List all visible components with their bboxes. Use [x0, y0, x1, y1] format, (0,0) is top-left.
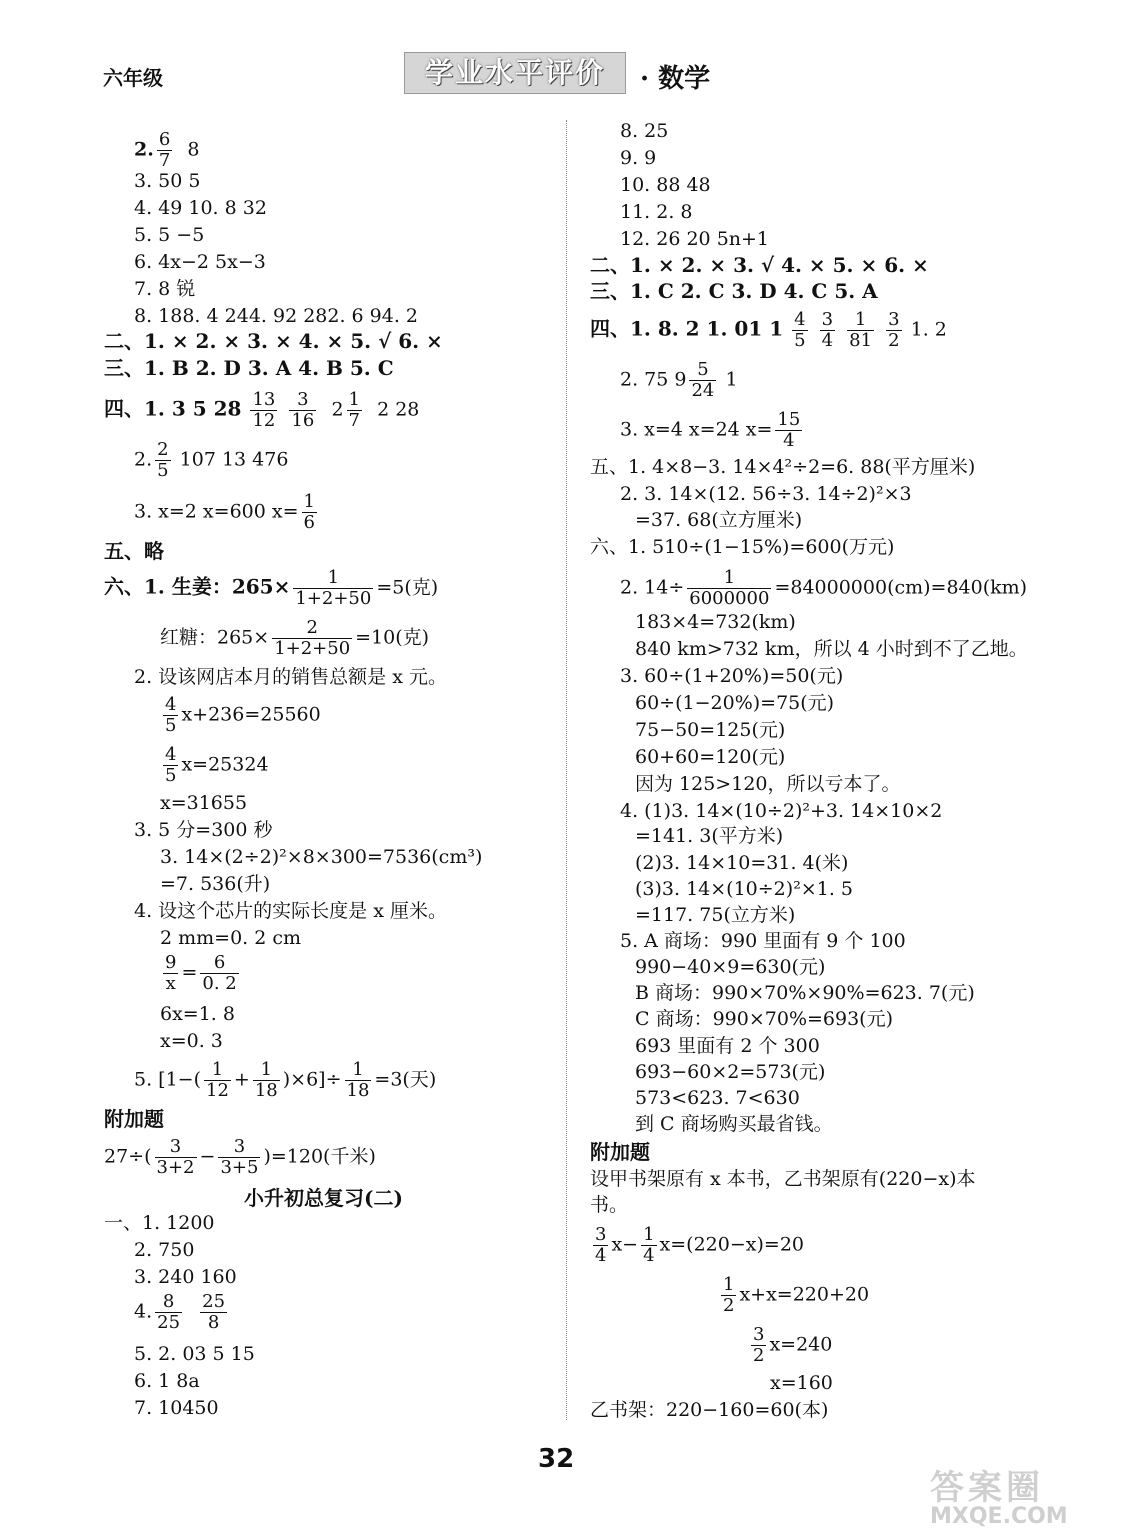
section-5-line: 2. 3. 14×(12. 56÷3. 14÷2)²×3 [620, 483, 912, 505]
answer-line: 12. 26 20 5n+1 [620, 228, 770, 250]
section-6-line: 840 km>732 km，所以 4 小时到不了乙地。 [635, 638, 1028, 660]
section-6-line: 990−40×9=630(元) [635, 956, 826, 978]
grade-label: 六年级 [103, 66, 163, 90]
section-5-line: =37. 68(立方厘米) [635, 509, 803, 531]
section-6-line: 693−60×2=573(元) [635, 1061, 826, 1083]
section-4-line-3: 3. x=2 x=600 x= $\frac{1}{6}$ [134, 491, 315, 533]
subject-label: · 数学 [640, 64, 711, 94]
answer-line: 3. 50 5 [134, 170, 201, 192]
answer-line: 7. 8 锐 [134, 278, 196, 300]
section-4-line-1: 四、1. 3 5 28 $\frac{13}{12}$ $\frac{3}{16}$ 2 $\frac{1}{7}$ 2 28 [104, 389, 420, 431]
section-6-line: 60÷(1−20%)=75(元) [635, 692, 835, 714]
answer-line: 5. 5 −5 [134, 224, 205, 246]
section-6-line: 693 里面有 2 个 300 [635, 1035, 820, 1057]
section-6-line: 5. A 商场：990 里面有 9 个 100 [620, 930, 906, 952]
review-line: 6. 1 8a [134, 1370, 200, 1392]
section-6-line: 因为 125>120，所以亏本了。 [635, 773, 901, 795]
section-6-line: 6x=1. 8 [160, 1003, 235, 1025]
section-6-line: C 商场：990×70%=693(元) [635, 1008, 894, 1030]
section-6-line: 六、1. 510÷(1−15%)=600(万元) [590, 536, 895, 558]
section-6-line: x=31655 [160, 792, 248, 814]
extra-question-line: x=160 [770, 1372, 833, 1394]
section-6-line: 3. 60÷(1+20%)=50(元) [620, 665, 844, 687]
extra-question-line: 书。 [590, 1194, 629, 1216]
section-6-line: $\frac{4}{5}$ x+236=25560 [165, 694, 321, 736]
section-6-line: 4. 设这个芯片的实际长度是 x 厘米。 [134, 900, 447, 922]
answer-line: 4. 49 10. 8 32 [134, 197, 267, 219]
section-6-line: 4. (1)3. 14×(10÷2)²+3. 14×10×2 [620, 800, 943, 822]
review-line: 5. 2. 03 5 15 [134, 1343, 255, 1365]
section-6-line: (3)3. 14×(10÷2)²×1. 5 [635, 878, 853, 900]
section-3-answers: 三、1. B 2. D 3. A 4. B 5. C [104, 356, 394, 380]
extra-question-line: 乙书架：220−160=60(本) [590, 1399, 829, 1421]
section-6-line: 六、1. 生姜：265× $\frac{1}{1+2+50}$ =5(克) [104, 567, 439, 609]
answer-line: 6. 4x−2 5x−3 [134, 251, 266, 273]
answer-line: 10. 88 48 [620, 174, 711, 196]
page-number: 32 [538, 1444, 575, 1474]
extra-question-title: 附加题 [104, 1107, 164, 1131]
answer-line: 8. 25 [620, 120, 669, 142]
review-line: 2. 750 [134, 1239, 195, 1261]
section-6-line: B 商场：990×70%×90%=623. 7(元) [635, 982, 975, 1004]
section-6-line: (2)3. 14×10=31. 4(米) [635, 852, 849, 874]
section-6-line: x=0. 3 [160, 1030, 223, 1052]
section-6-line: 3. 14×(2÷2)²×8×300=7536(cm³) [160, 846, 483, 868]
section-6-line: =141. 3(平方米) [635, 825, 784, 847]
extra-question-line: 设甲书架原有 x 本书，乙书架原有(220−x)本 [590, 1168, 976, 1190]
section-4-line-3: 3. x=4 x=24 x= $\frac{15}{4}$ [620, 409, 801, 451]
section-6-line: 183×4=732(km) [635, 611, 796, 633]
answer-line: 8. 188. 4 244. 92 282. 6 94. 2 [134, 305, 419, 327]
section-6-line: 60+60=120(元) [635, 746, 786, 768]
section-6-line: 2. 设该网店本月的销售总额是 x 元。 [134, 666, 447, 688]
section-6-line: 2 mm=0. 2 cm [160, 927, 302, 949]
section-6-line: 75−50=125(元) [635, 719, 786, 741]
section-6-line: 2. 14÷ $\frac{1}{6000000}$ =84000000(cm)=840(km) [620, 567, 1028, 609]
section-6-line: 到 C 商场购买最省钱。 [635, 1113, 833, 1135]
review-line: 3. 240 160 [134, 1266, 237, 1288]
section-3-answers: 三、1. C 2. C 3. D 4. C 5. A [590, 279, 878, 303]
section-2-answers: 二、1. × 2. × 3. √ 4. × 5. × 6. × [590, 253, 929, 277]
extra-question-line: $\frac{1}{2}$ x+x=220+20 [723, 1274, 870, 1316]
extra-question-title: 附加题 [590, 1140, 650, 1164]
section-6-line: 3. 5 分=300 秒 [134, 819, 273, 841]
review-line: 一、1. 1200 [104, 1212, 215, 1234]
review-line: 7. 10450 [134, 1397, 219, 1419]
review-title: 小升初总复习(二) [244, 1186, 403, 1210]
section-4-line-1: 四、1. 8. 2 1. 01 1 $\frac{4}{5}$ $\frac{3}{4}$ $\frac{1}{81}$ $\frac{3}{2}$ 1. 2 [590, 309, 947, 351]
answer-line: 11. 2. 8 [620, 201, 693, 223]
answer-line: 9. 9 [620, 147, 657, 169]
watermark-logo: 答案圈 MXQE.COM [930, 1468, 1068, 1529]
section-6-line: =7. 536(升) [160, 873, 271, 895]
section-4-line-2: 2. 75 9 $\frac{5}{24}$ 1 [620, 359, 738, 401]
section-6-line: $\frac{4}{5}$ x=25324 [165, 744, 269, 786]
section-6-line: $\frac{9}{x}$ = $\frac{6}{0. 2}$ [165, 952, 237, 994]
section-2-answers: 二、1. × 2. × 3. × 4. × 5. √ 6. × [104, 329, 443, 353]
extra-question-line: $\frac{3}{2}$ x=240 [753, 1324, 833, 1366]
section-5-answers: 五、略 [104, 539, 164, 563]
extra-question-line: $\frac{3}{4}$ x− $\frac{1}{4}$ x=(220−x)=20 [595, 1224, 805, 1266]
answer-line: 2. $\frac{6}{7}$ 8 [134, 129, 200, 171]
section-6-line: 573<623. 7<630 [635, 1087, 800, 1109]
section-4-line-2: 2. $\frac{2}{5}$ 107 13 476 [134, 439, 289, 481]
section-5-line: 五、1. 4×8−3. 14×4²÷2=6. 88(平方厘米) [590, 456, 976, 478]
review-line: 4. $\frac{8}{25}$ $\frac{25}{8}$ [134, 1291, 226, 1333]
extra-question-answer: 27÷( $\frac{3}{3+2}$ − $\frac{3}{3+5}$ )=120(千米) [104, 1136, 376, 1178]
section-6-line: 5. [1−( $\frac{1}{12}$ + $\frac{1}{18}$ )×6]÷ $\frac{1}{18}$ =3(天) [134, 1059, 437, 1101]
book-title-banner: 学业水平评价 [404, 52, 626, 94]
section-6-line: 红糖：265× $\frac{2}{1+2+50}$ =10(克) [160, 617, 430, 659]
section-6-line: =117. 75(立方米) [635, 904, 796, 926]
column-divider [566, 120, 567, 1420]
